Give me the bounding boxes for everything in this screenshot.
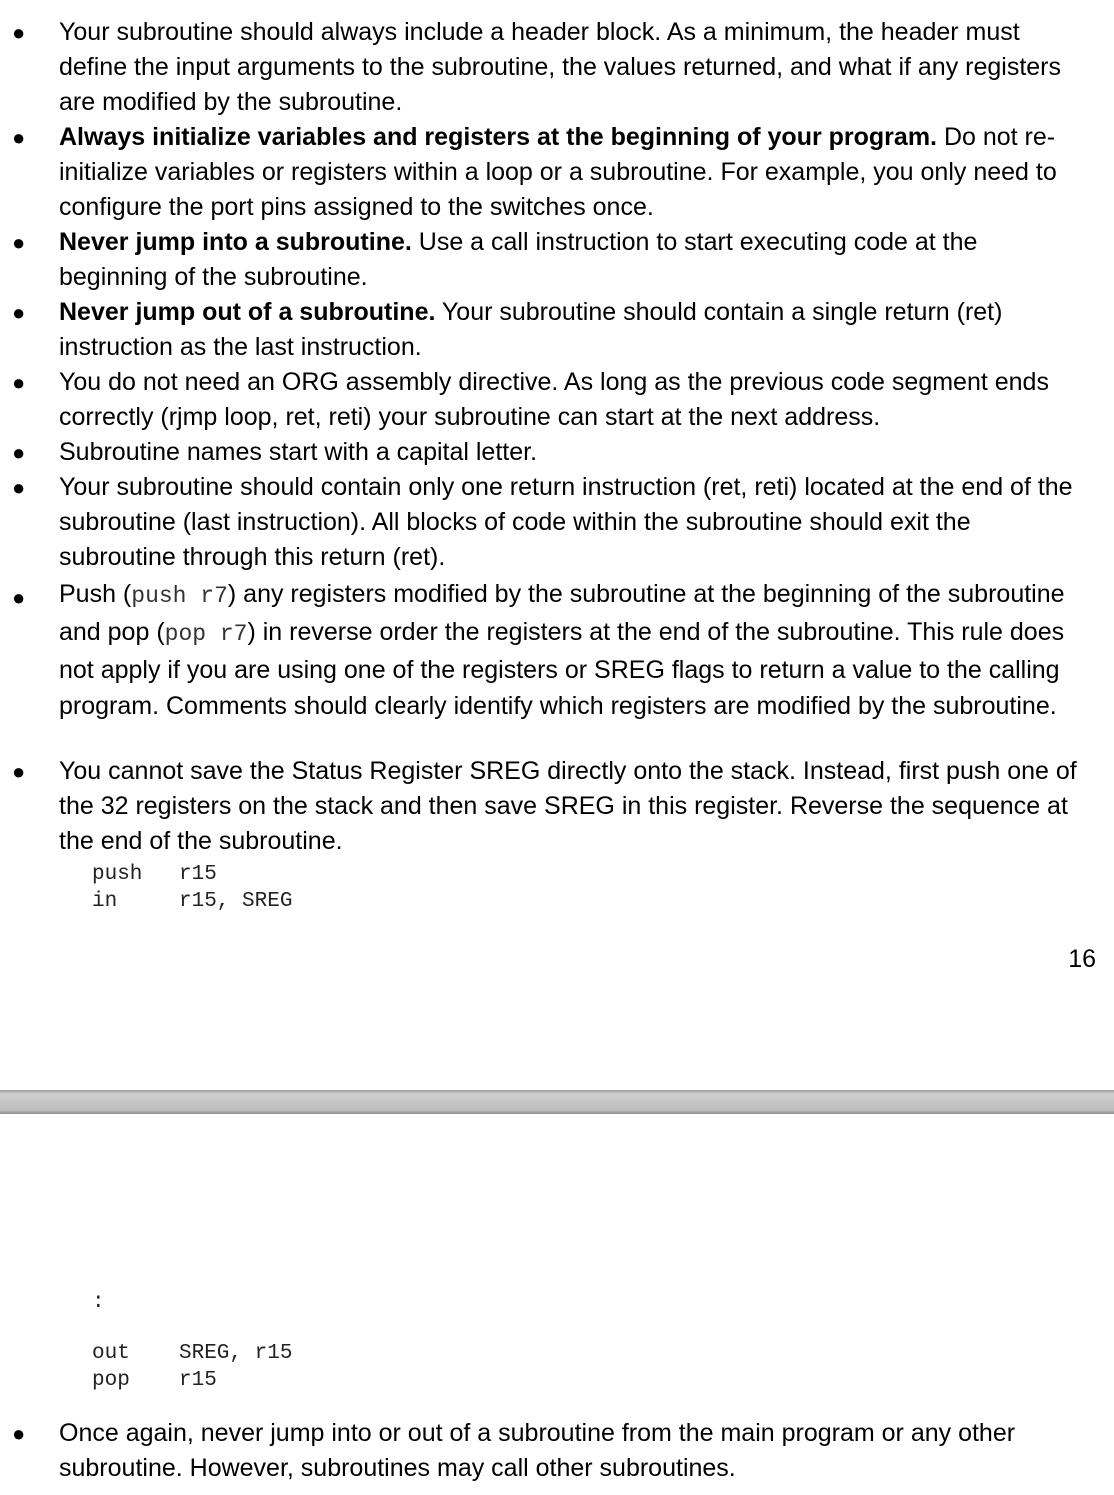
list-item: ● You do not need an ORG assembly directive. As long as the previous code segment ends correctly (rjmp loop, ret, reti) your subroutine can start at the next address. [0, 365, 1114, 435]
inline-code: push r7 [131, 583, 228, 609]
bullet-icon: ● [12, 125, 26, 150]
guidelines-list [0, 15, 1114, 859]
page-separator [0, 1090, 1114, 1114]
list-item: ● You cannot save the Status Register SREG directly onto the stack. Instead, first push one of the 32 registers on the stack and then save SREG in this register. Reverse the sequence at the end of the subroutine. [0, 754, 1114, 859]
code-ellipsis: : [92, 1291, 105, 1314]
document-page-17 [0, 1114, 1114, 1495]
bullet-icon: ● [12, 440, 26, 465]
code-line: push r15 [92, 863, 217, 886]
bullet-icon: ● [12, 1421, 26, 1446]
bullet-icon: ● [12, 370, 26, 395]
closing-list [0, 1416, 1114, 1486]
inline-code: pop r7 [164, 621, 248, 647]
list-item: ● Push (push r7) any registers modified by the subroutine at the beginning of the subroutine and pop (pop r7) in reverse order the registers at the end of the subroutine. This rule does not apply if you are using one of the registers or SREG flags to return a value to the calling program. Comments should clearly identify which registers are modified by the subroutine. [12, 580, 1065, 720]
list-item: ● Never jump into a subroutine. Use a call instruction to start executing code at the beginning of the subroutine. [0, 225, 1114, 295]
bullet-icon: ● [12, 230, 26, 255]
list-item: ● Never jump out of a subroutine. Your subroutine should contain a single return (ret) instruction as the last instruction. [0, 295, 1114, 365]
code-block-save-sreg [92, 861, 292, 915]
list-item: ● Once again, never jump into or out of a subroutine from the main program or any other subroutine. However, subroutines may call other subroutines. [0, 1416, 1114, 1486]
list-item: ● Your subroutine should always include a header block. As a minimum, the header must define the input arguments to the subroutine, the values returned, and what if any registers are modified by the subroutine. [0, 15, 1114, 120]
bullet-icon: ● [12, 20, 26, 45]
page-number: 16 [1068, 945, 1096, 973]
list-item: ● Subroutine names start with a capital letter. [0, 435, 1114, 470]
bullet-icon: ● [12, 300, 26, 325]
list-item: ● Your subroutine should contain only one return instruction (ret, reti) located at the end of the subroutine (last instruction). All blocks of code within the subroutine should exit the subroutine through this return (ret). [0, 470, 1114, 576]
bullet-icon: ● [12, 475, 26, 500]
list-item: ● Always initialize variables and registers at the beginning of your program. Do not re-initialize variables or registers within a loop or a subroutine. For example, you only need to configure the port pins assigned to the switches once. [0, 120, 1114, 225]
bullet-icon: ● [12, 759, 26, 784]
code-line: out SREG, r15 [92, 1342, 293, 1365]
bullet-icon: ● [12, 585, 26, 610]
code-block-restore-sreg [92, 1340, 292, 1394]
code-line: in r15, SREG [92, 890, 293, 913]
code-line: pop r15 [92, 1369, 217, 1392]
